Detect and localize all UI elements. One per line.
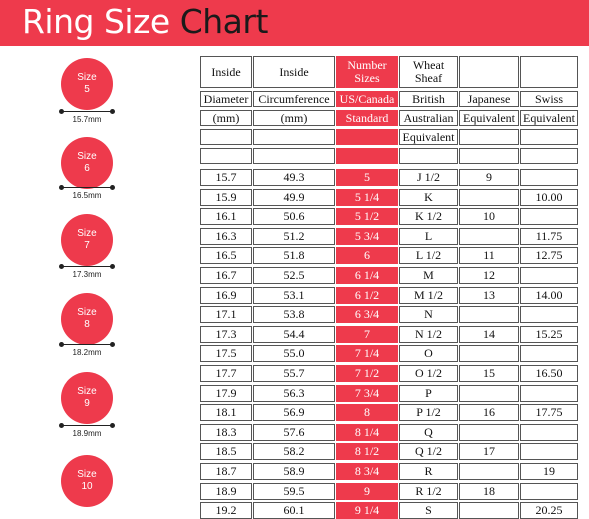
table-cell: R <box>399 463 458 480</box>
table-cell: 53.8 <box>253 306 335 323</box>
table-cell <box>459 189 519 206</box>
header-cell <box>253 148 335 164</box>
table-cell: 17 <box>459 443 519 460</box>
table-cell: 9 1/4 <box>336 502 398 519</box>
table-cell: S <box>399 502 458 519</box>
table-cell: 51.2 <box>253 228 335 245</box>
table-cell: 6 1/2 <box>336 287 398 304</box>
header-cell: Australian <box>399 110 458 126</box>
table-cell <box>520 267 578 284</box>
table-cell: 18.7 <box>200 463 252 480</box>
header-cell: British <box>399 91 458 107</box>
header-cell <box>253 129 335 145</box>
table-cell: 50.6 <box>253 208 335 225</box>
header-cell <box>200 148 252 164</box>
table-cell <box>459 502 519 519</box>
table-cell: 6 <box>336 247 398 264</box>
measure-label: 17.3mm <box>72 270 102 279</box>
table-cell <box>459 228 519 245</box>
header-cell: Japanese <box>459 91 519 107</box>
title-banner <box>0 0 589 46</box>
table-cell: 9 <box>336 483 398 500</box>
table-cell: Q <box>399 424 458 441</box>
table-cell: 15.25 <box>520 326 578 343</box>
header-cell: Equivalent <box>520 110 578 126</box>
page-title <box>22 2 268 42</box>
table-cell: M <box>399 267 458 284</box>
table-cell: 54.4 <box>253 326 335 343</box>
title-part1: Ring Size <box>22 2 170 41</box>
table-cell: 56.3 <box>253 385 335 402</box>
table-cell: 18 <box>459 483 519 500</box>
title-part2: Chart <box>179 2 268 41</box>
table-cell: O <box>399 345 458 362</box>
table-cell: 17.5 <box>200 345 252 362</box>
header-cell <box>336 129 398 145</box>
table-cell: 10.00 <box>520 189 578 206</box>
size-circle-label: Size <box>77 469 97 480</box>
table-cell: 18.5 <box>200 443 252 460</box>
size-circle <box>61 293 113 345</box>
table-cell: 57.6 <box>253 424 335 441</box>
table-cell: 49.9 <box>253 189 335 206</box>
size-circle-label: Size <box>77 307 97 318</box>
header-cell: (mm) <box>253 110 335 126</box>
table-cell <box>459 463 519 480</box>
table-cell <box>459 424 519 441</box>
table-cell: 16.9 <box>200 287 252 304</box>
table-cell: 8 <box>336 404 398 421</box>
table-cell <box>459 306 519 323</box>
table-cell: 5 1/4 <box>336 189 398 206</box>
measure-label: 18.9mm <box>72 429 102 438</box>
table-cell: N 1/2 <box>399 326 458 343</box>
header-cell: Equivalent <box>399 129 458 145</box>
header-cell <box>520 129 578 145</box>
table-cell: 19 <box>520 463 578 480</box>
measure-line <box>61 344 113 345</box>
size-circle-number: 10 <box>81 481 93 492</box>
measure-label: 18.2mm <box>72 348 102 357</box>
table-cell: 7 <box>336 326 398 343</box>
header-cell <box>459 148 519 164</box>
measure-line <box>61 187 113 188</box>
table-cell: 10 <box>459 208 519 225</box>
table-cell: 15.7 <box>200 169 252 186</box>
table-cell: 17.75 <box>520 404 578 421</box>
table-cell: 18.3 <box>200 424 252 441</box>
header-cell: Circumference <box>253 91 335 107</box>
measure-label: 16.5mm <box>72 191 102 200</box>
table-cell: R 1/2 <box>399 483 458 500</box>
header-cell: Number Sizes <box>336 56 398 88</box>
header-cell: Diameter <box>200 91 252 107</box>
header-cell <box>520 56 578 88</box>
table-cell <box>520 208 578 225</box>
table-cell: L 1/2 <box>399 247 458 264</box>
size-circle-number: 7 <box>84 240 90 251</box>
header-cell: Equivalent <box>459 110 519 126</box>
table-cell: N <box>399 306 458 323</box>
table-cell: 55.7 <box>253 365 335 382</box>
size-circle-number: 9 <box>84 398 90 409</box>
table-cell: 58.9 <box>253 463 335 480</box>
table-cell: K <box>399 189 458 206</box>
table-cell: 16.7 <box>200 267 252 284</box>
header-cell <box>520 148 578 164</box>
size-circle <box>61 372 113 424</box>
header-cell: Inside <box>253 56 335 88</box>
table-cell: 5 <box>336 169 398 186</box>
table-cell: 18.9 <box>200 483 252 500</box>
table-cell: 9 <box>459 169 519 186</box>
table-cell: 12.75 <box>520 247 578 264</box>
table-cell: 20.25 <box>520 502 578 519</box>
table-cell <box>520 345 578 362</box>
table-cell: 16.5 <box>200 247 252 264</box>
table-cell: 13 <box>459 287 519 304</box>
table-cell: 8 1/2 <box>336 443 398 460</box>
measure-label: 15.7mm <box>72 115 102 124</box>
table-cell <box>520 169 578 186</box>
table-cell <box>520 385 578 402</box>
header-cell: Inside <box>200 56 252 88</box>
table-cell: 14.00 <box>520 287 578 304</box>
table-cell: 49.3 <box>253 169 335 186</box>
table-cell: 15 <box>459 365 519 382</box>
table-cell: 11 <box>459 247 519 264</box>
table-cell: 7 1/4 <box>336 345 398 362</box>
table-cell: 56.9 <box>253 404 335 421</box>
table-cell: 18.1 <box>200 404 252 421</box>
table-cell: 8 1/4 <box>336 424 398 441</box>
table-cell: 60.1 <box>253 502 335 519</box>
table-cell <box>459 385 519 402</box>
table-cell: 15.9 <box>200 189 252 206</box>
table-cell: 16.3 <box>200 228 252 245</box>
table-cell: 52.5 <box>253 267 335 284</box>
table-cell: J 1/2 <box>399 169 458 186</box>
header-cell <box>459 129 519 145</box>
size-circle-number: 8 <box>84 319 90 330</box>
size-circle-number: 6 <box>84 163 90 174</box>
header-cell: Standard <box>336 110 398 126</box>
table-cell: P <box>399 385 458 402</box>
table-cell <box>520 483 578 500</box>
size-circle <box>61 214 113 266</box>
table-cell: L <box>399 228 458 245</box>
table-cell: 58.2 <box>253 443 335 460</box>
table-cell: 6 3/4 <box>336 306 398 323</box>
table-cell: 14 <box>459 326 519 343</box>
header-cell <box>200 129 252 145</box>
table-cell: Q 1/2 <box>399 443 458 460</box>
header-cell: Wheat Sheaf <box>399 56 458 88</box>
table-cell: 17.9 <box>200 385 252 402</box>
size-circle <box>61 455 113 507</box>
size-circle <box>61 58 113 110</box>
header-cell: (mm) <box>200 110 252 126</box>
table-cell: 5 3/4 <box>336 228 398 245</box>
table-cell <box>520 424 578 441</box>
header-cell: Swiss <box>520 91 578 107</box>
table-cell: 8 3/4 <box>336 463 398 480</box>
table-cell <box>520 443 578 460</box>
header-cell: US/Canada <box>336 91 398 107</box>
measure-line <box>61 266 113 267</box>
table-cell: 5 1/2 <box>336 208 398 225</box>
measure-line <box>61 425 113 426</box>
table-cell <box>520 306 578 323</box>
table-cell <box>459 345 519 362</box>
table-cell: 17.1 <box>200 306 252 323</box>
table-cell: O 1/2 <box>399 365 458 382</box>
table-cell: M 1/2 <box>399 287 458 304</box>
size-circle-label: Size <box>77 386 97 397</box>
table-cell: 6 1/4 <box>336 267 398 284</box>
table-cell: 7 3/4 <box>336 385 398 402</box>
table-cell: 17.3 <box>200 326 252 343</box>
table-cell: 59.5 <box>253 483 335 500</box>
table-cell: 19.2 <box>200 502 252 519</box>
table-cell: 16.50 <box>520 365 578 382</box>
table-cell: 55.0 <box>253 345 335 362</box>
size-circle-label: Size <box>77 72 97 83</box>
table-cell: P 1/2 <box>399 404 458 421</box>
table-cell: K 1/2 <box>399 208 458 225</box>
table-cell: 11.75 <box>520 228 578 245</box>
size-circle-label: Size <box>77 151 97 162</box>
size-circle-number: 5 <box>84 84 90 95</box>
table-cell: 17.7 <box>200 365 252 382</box>
table-cell: 16.1 <box>200 208 252 225</box>
header-cell <box>336 148 398 164</box>
table-cell: 51.8 <box>253 247 335 264</box>
table-cell: 53.1 <box>253 287 335 304</box>
measure-line <box>61 111 113 112</box>
header-cell <box>399 148 458 164</box>
size-circle <box>61 137 113 189</box>
table-cell: 12 <box>459 267 519 284</box>
table-cell: 16 <box>459 404 519 421</box>
size-circle-label: Size <box>77 228 97 239</box>
table-cell: 7 1/2 <box>336 365 398 382</box>
header-cell <box>459 56 519 88</box>
